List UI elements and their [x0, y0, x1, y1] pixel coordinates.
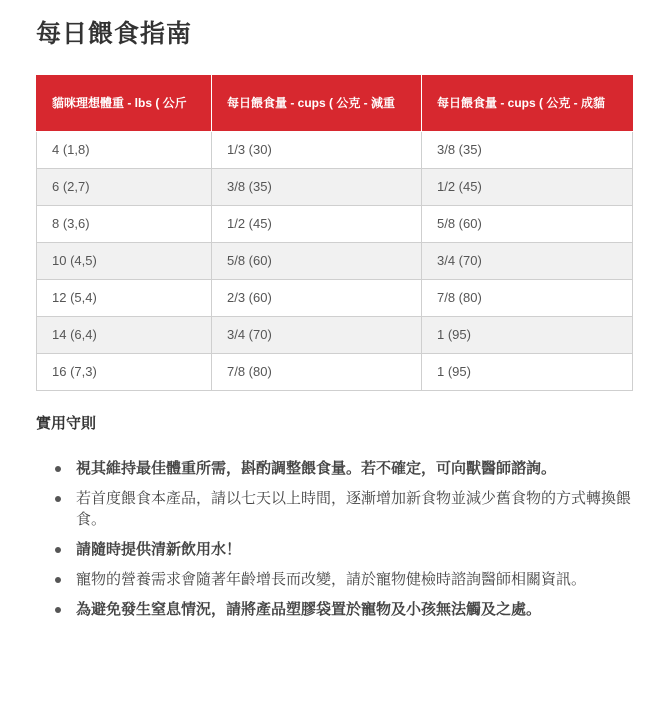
table-row — [37, 132, 633, 169]
bullet-icon — [55, 547, 61, 553]
weight-cell: 8 (3,6) — [37, 206, 212, 243]
weight-loss-amount-cell: 7/8 (80) — [212, 354, 422, 391]
tips-list — [52, 458, 632, 629]
tip-text: 請隨時提供清新飲用水！ — [76, 540, 242, 558]
list-item — [52, 488, 632, 530]
adult-amount-cell: 3/4 (70) — [422, 243, 633, 280]
weight-loss-amount-cell: 3/8 (35) — [212, 169, 422, 206]
list-item — [52, 458, 632, 479]
tip-text: 若首度餵食本產品，請以七天以上時間，逐漸增加新食物並減少舊食物的方式轉換餵食。 — [76, 489, 632, 528]
weight-cell: 4 (1,8) — [37, 132, 212, 169]
bullet-icon — [55, 466, 61, 472]
bullet-icon — [55, 496, 61, 502]
list-item — [52, 539, 632, 560]
column-header-weight: 貓咪理想體重 - lbs ( 公斤 — [37, 76, 212, 132]
weight-cell: 12 (5,4) — [37, 280, 212, 317]
adult-amount-cell: 1 (95) — [422, 354, 633, 391]
tip-text: 視其維持最佳體重所需，斟酌調整餵食量。若不確定，可向獸醫師諮詢。 — [76, 459, 557, 477]
adult-amount-cell: 1/2 (45) — [422, 169, 633, 206]
table-row — [37, 206, 633, 243]
weight-cell: 10 (4,5) — [37, 243, 212, 280]
weight-loss-amount-cell: 1/3 (30) — [212, 132, 422, 169]
tips-heading: 實用守則 — [36, 414, 97, 432]
bullet-icon — [55, 607, 61, 613]
table-row — [37, 280, 633, 317]
tip-text: 寵物的營養需求會隨著年齡增長而改變，請於寵物健檢時諮詢醫師相關資訊。 — [76, 570, 587, 588]
table-row — [37, 243, 633, 280]
feeding-guide-table — [36, 75, 633, 391]
list-item — [52, 569, 632, 590]
weight-loss-amount-cell: 3/4 (70) — [212, 317, 422, 354]
adult-amount-cell: 5/8 (60) — [422, 206, 633, 243]
page-title: 每日餵食指南 — [36, 19, 193, 48]
bullet-icon — [55, 577, 61, 583]
adult-amount-cell: 3/8 (35) — [422, 132, 633, 169]
table-header-row — [37, 76, 633, 132]
column-header-weight-loss: 每日餵食量 - cups ( 公克 - 減重 — [212, 76, 422, 132]
weight-loss-amount-cell: 1/2 (45) — [212, 206, 422, 243]
adult-amount-cell: 7/8 (80) — [422, 280, 633, 317]
table-row — [37, 169, 633, 206]
tip-text: 為避免發生窒息情況，請將產品塑膠袋置於寵物及小孩無法觸及之處。 — [76, 600, 542, 618]
weight-cell: 14 (6,4) — [37, 317, 212, 354]
weight-loss-amount-cell: 5/8 (60) — [212, 243, 422, 280]
weight-cell: 16 (7,3) — [37, 354, 212, 391]
weight-cell: 6 (2,7) — [37, 169, 212, 206]
weight-loss-amount-cell: 2/3 (60) — [212, 280, 422, 317]
table-row — [37, 354, 633, 391]
adult-amount-cell: 1 (95) — [422, 317, 633, 354]
column-header-adult: 每日餵食量 - cups ( 公克 - 成貓 — [422, 76, 633, 132]
table-row — [37, 317, 633, 354]
list-item — [52, 599, 632, 620]
